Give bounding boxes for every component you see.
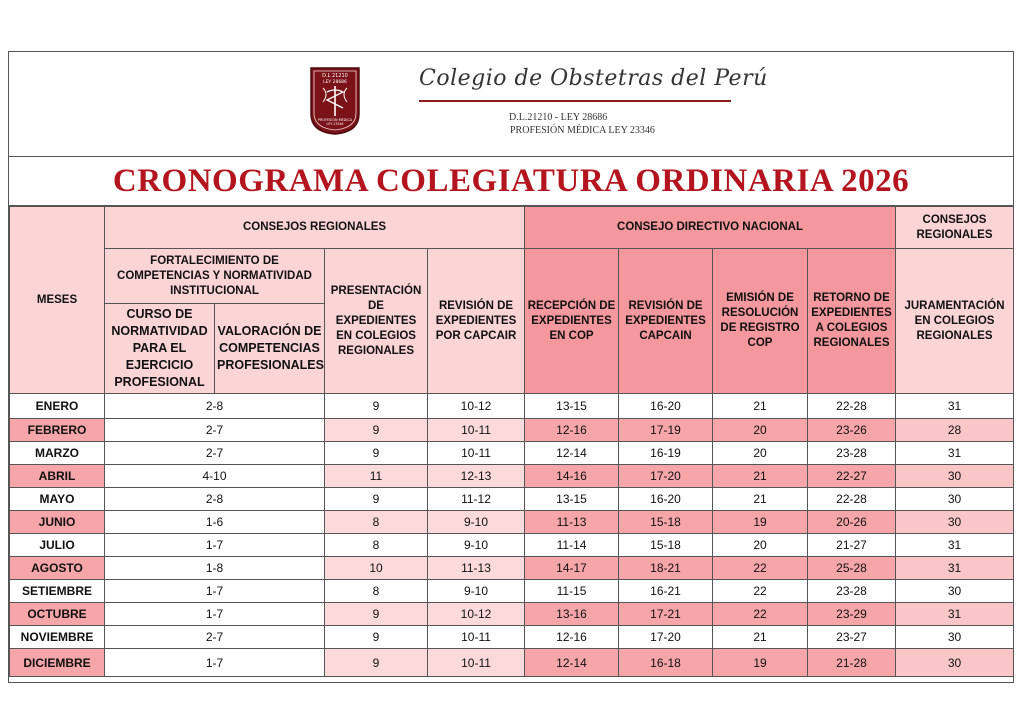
- cell-revision-capcain: 17-19: [619, 419, 713, 442]
- cell-recepcion: 12-14: [525, 649, 619, 677]
- cell-emision: 21: [713, 394, 808, 419]
- table-row: [10, 465, 1014, 488]
- cell-revision-capcair: 9-10: [428, 511, 525, 534]
- cell-presentacion: 11: [325, 465, 428, 488]
- cell-revision-capcain: 15-18: [619, 511, 713, 534]
- cell-presentacion: 9: [325, 394, 428, 419]
- cell-juramentacion: 30: [896, 580, 1014, 603]
- cell-fortalecimiento: 4-10: [105, 465, 325, 488]
- title-bar: [9, 156, 1013, 206]
- cell-revision-capcair: 11-12: [428, 488, 525, 511]
- cell-presentacion: 8: [325, 511, 428, 534]
- cell-emision: 20: [713, 534, 808, 557]
- cell-juramentacion: 28: [896, 419, 1014, 442]
- cell-fortalecimiento: 1-8: [105, 557, 325, 580]
- header-presentacion: PRESENTACIÓN DE EXPEDIENTES EN COLEGIOS REGIONALES: [325, 249, 428, 394]
- table-row: [10, 626, 1014, 649]
- header-juramentacion: JURAMENTACIÓN EN COLEGIOS REGIONALES: [896, 249, 1014, 394]
- college-seal-logo: [309, 66, 361, 136]
- law-line-2: PROFESIÓN MÉDICA LEY 23346: [510, 125, 655, 136]
- cell-mes: NOVIEMBRE: [10, 626, 105, 649]
- cell-mes: MARZO: [10, 442, 105, 465]
- cell-retorno: 21-27: [808, 534, 896, 557]
- cell-retorno: 23-26: [808, 419, 896, 442]
- cell-revision-capcair: 10-11: [428, 419, 525, 442]
- cell-emision: 21: [713, 465, 808, 488]
- cell-revision-capcain: 15-18: [619, 534, 713, 557]
- cell-fortalecimiento: 2-8: [105, 488, 325, 511]
- cell-revision-capcair: 10-12: [428, 394, 525, 419]
- cell-revision-capcain: 16-20: [619, 394, 713, 419]
- header-recepcion: RECEPCIÓN DE EXPEDIENTES EN COP: [525, 249, 619, 394]
- cell-revision-capcair: 9-10: [428, 534, 525, 557]
- cell-revision-capcain: 16-20: [619, 488, 713, 511]
- cell-presentacion: 9: [325, 649, 428, 677]
- cell-retorno: 25-28: [808, 557, 896, 580]
- cell-revision-capcain: 18-21: [619, 557, 713, 580]
- header-valoracion: VALORACIÓN DE COMPETENCIAS PROFESIONALES: [215, 304, 325, 394]
- org-underline: [419, 100, 731, 102]
- cell-fortalecimiento: 2-7: [105, 626, 325, 649]
- cell-recepcion: 14-16: [525, 465, 619, 488]
- svg-text:PROFESIÓN MÉDICA: PROFESIÓN MÉDICA: [318, 118, 352, 122]
- cell-juramentacion: 30: [896, 649, 1014, 677]
- cell-fortalecimiento: 1-6: [105, 511, 325, 534]
- cell-mes: ENERO: [10, 394, 105, 419]
- cell-presentacion: 8: [325, 580, 428, 603]
- cell-juramentacion: 30: [896, 465, 1014, 488]
- cell-emision: 19: [713, 649, 808, 677]
- cell-presentacion: 9: [325, 442, 428, 465]
- cell-emision: 21: [713, 488, 808, 511]
- cell-recepcion: 11-14: [525, 534, 619, 557]
- header-revision-capcair: REVISIÓN DE EXPEDIENTES POR CAPCAIR: [428, 249, 525, 394]
- cell-emision: 20: [713, 419, 808, 442]
- cell-revision-capcain: 17-20: [619, 465, 713, 488]
- cell-juramentacion: 31: [896, 557, 1014, 580]
- cell-presentacion: 9: [325, 419, 428, 442]
- cell-revision-capcair: 9-10: [428, 580, 525, 603]
- page-title: CRONOGRAMA COLEGIATURA ORDINARIA 2026: [112, 163, 910, 199]
- law-line-1: D.L.21210 - LEY 28686: [509, 112, 608, 123]
- cell-emision: 22: [713, 557, 808, 580]
- cell-recepcion: 13-15: [525, 394, 619, 419]
- table-row: [10, 442, 1014, 465]
- cell-retorno: 23-27: [808, 626, 896, 649]
- cell-retorno: 23-29: [808, 603, 896, 626]
- cell-juramentacion: 30: [896, 488, 1014, 511]
- schedule-table: [9, 206, 1014, 677]
- cell-mes: JULIO: [10, 534, 105, 557]
- cell-mes: MAYO: [10, 488, 105, 511]
- cell-fortalecimiento: 2-8: [105, 394, 325, 419]
- svg-text:D.L 21210: D.L 21210: [322, 73, 348, 79]
- cell-revision-capcair: 10-12: [428, 603, 525, 626]
- table-row: [10, 603, 1014, 626]
- table-row: [10, 419, 1014, 442]
- schedule-body: [10, 394, 1014, 677]
- cell-mes: FEBRERO: [10, 419, 105, 442]
- table-row: [10, 557, 1014, 580]
- org-name: Colegio de Obstetras del Perú: [419, 66, 768, 91]
- cell-revision-capcair: 11-13: [428, 557, 525, 580]
- header-retorno: RETORNO DE EXPEDIENTES A COLEGIOS REGIONALES: [808, 249, 896, 394]
- cell-revision-capcain: 17-20: [619, 626, 713, 649]
- cell-recepcion: 11-15: [525, 580, 619, 603]
- header-consejo-directivo: CONSEJO DIRECTIVO NACIONAL: [525, 207, 896, 249]
- table-row: [10, 580, 1014, 603]
- cell-juramentacion: 30: [896, 511, 1014, 534]
- cell-retorno: 21-28: [808, 649, 896, 677]
- cell-juramentacion: 30: [896, 626, 1014, 649]
- cell-recepcion: 12-14: [525, 442, 619, 465]
- cell-juramentacion: 31: [896, 534, 1014, 557]
- table-row: [10, 488, 1014, 511]
- cell-mes: AGOSTO: [10, 557, 105, 580]
- cell-emision: 20: [713, 442, 808, 465]
- cell-mes: JUNIO: [10, 511, 105, 534]
- cell-recepcion: 13-16: [525, 603, 619, 626]
- table-row: [10, 649, 1014, 677]
- cell-fortalecimiento: 1-7: [105, 580, 325, 603]
- document-frame: [8, 51, 1014, 683]
- cell-fortalecimiento: 1-7: [105, 649, 325, 677]
- cell-retorno: 23-28: [808, 442, 896, 465]
- cell-recepcion: 13-15: [525, 488, 619, 511]
- svg-text:LEY 23346: LEY 23346: [326, 122, 344, 126]
- cell-retorno: 22-28: [808, 488, 896, 511]
- header-emision: EMISIÓN DE RESOLUCIÓN DE REGISTRO COP: [713, 249, 808, 394]
- header-curso: CURSO DE NORMATIVIDAD PARA EL EJERCICIO PROFESIONAL: [105, 304, 215, 394]
- cell-juramentacion: 31: [896, 603, 1014, 626]
- header-revision-capcain: REVISIÓN DE EXPEDIENTES CAPCAIN: [619, 249, 713, 394]
- cell-retorno: 20-26: [808, 511, 896, 534]
- cell-mes: DICIEMBRE: [10, 649, 105, 677]
- cell-recepcion: 14-17: [525, 557, 619, 580]
- cell-retorno: 22-28: [808, 394, 896, 419]
- cell-presentacion: 9: [325, 488, 428, 511]
- cell-presentacion: 9: [325, 603, 428, 626]
- cell-recepcion: 11-13: [525, 511, 619, 534]
- cell-retorno: 23-28: [808, 580, 896, 603]
- svg-text:LEY 28686: LEY 28686: [323, 80, 347, 85]
- cell-juramentacion: 31: [896, 442, 1014, 465]
- cell-revision-capcain: 16-21: [619, 580, 713, 603]
- table-row: [10, 394, 1014, 419]
- header-meses: MESES: [10, 207, 105, 394]
- cell-revision-capcair: 12-13: [428, 465, 525, 488]
- table-row: [10, 534, 1014, 557]
- cell-juramentacion: 31: [896, 394, 1014, 419]
- cell-fortalecimiento: 1-7: [105, 603, 325, 626]
- cell-revision-capcair: 10-11: [428, 626, 525, 649]
- table-row: [10, 511, 1014, 534]
- cell-revision-capcair: 10-11: [428, 442, 525, 465]
- cell-retorno: 22-27: [808, 465, 896, 488]
- cell-revision-capcain: 17-21: [619, 603, 713, 626]
- cell-mes: ABRIL: [10, 465, 105, 488]
- cell-mes: SETIEMBRE: [10, 580, 105, 603]
- cell-presentacion: 8: [325, 534, 428, 557]
- cell-emision: 22: [713, 580, 808, 603]
- cell-revision-capcair: 10-11: [428, 649, 525, 677]
- cell-revision-capcain: 16-18: [619, 649, 713, 677]
- cell-revision-capcain: 16-19: [619, 442, 713, 465]
- header-consejos-regionales-2: CONSEJOS REGIONALES: [896, 207, 1014, 249]
- cell-recepcion: 12-16: [525, 419, 619, 442]
- cell-emision: 21: [713, 626, 808, 649]
- cell-recepcion: 12-16: [525, 626, 619, 649]
- cell-presentacion: 9: [325, 626, 428, 649]
- cell-emision: 22: [713, 603, 808, 626]
- header-fortalecimiento: FORTALECIMIENTO DE COMPETENCIAS Y NORMATIVIDAD INSTITUCIONAL: [105, 249, 325, 304]
- cell-fortalecimiento: 2-7: [105, 419, 325, 442]
- letterhead: [9, 52, 1013, 156]
- cell-fortalecimiento: 2-7: [105, 442, 325, 465]
- cell-mes: OCTUBRE: [10, 603, 105, 626]
- cell-fortalecimiento: 1-7: [105, 534, 325, 557]
- cell-emision: 19: [713, 511, 808, 534]
- cell-presentacion: 10: [325, 557, 428, 580]
- header-consejos-regionales: CONSEJOS REGIONALES: [105, 207, 525, 249]
